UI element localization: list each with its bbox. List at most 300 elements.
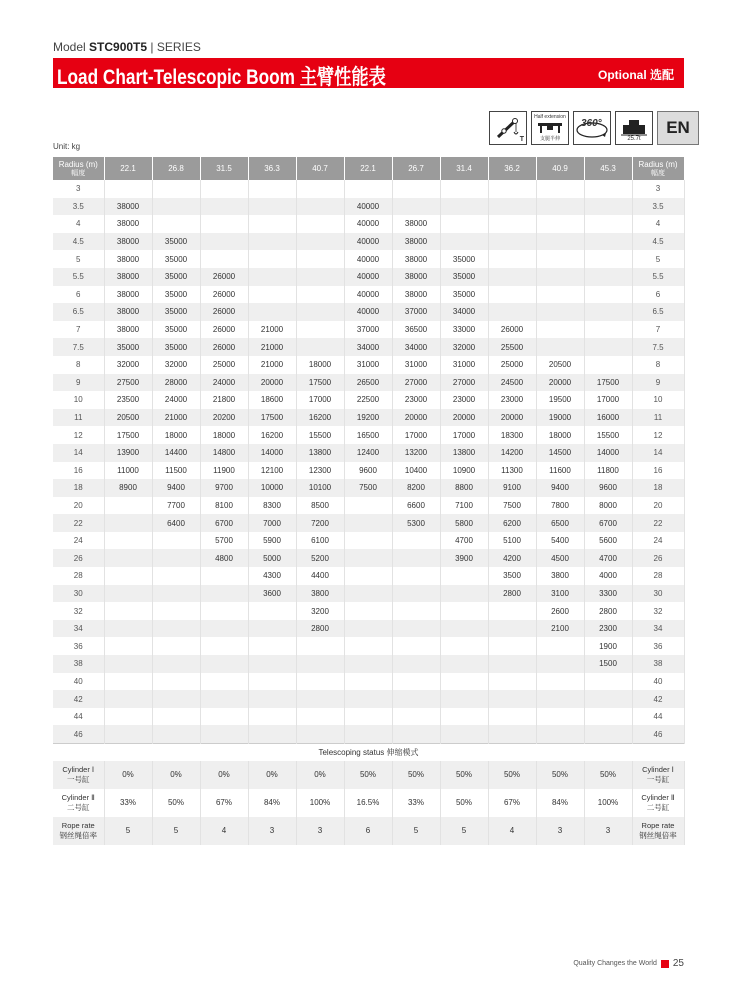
radius-cell: 11 [632, 409, 684, 427]
radius-cell: 11 [53, 409, 104, 427]
load-cell: 14200 [488, 444, 536, 462]
load-cell: 4200 [488, 549, 536, 567]
load-cell [392, 180, 440, 198]
telescoping-value: 50% [344, 761, 392, 789]
load-cell [152, 180, 200, 198]
optional-label: Optional 选配 [598, 68, 674, 82]
load-cell [488, 655, 536, 673]
load-cell [200, 602, 248, 620]
load-cell: 20000 [248, 374, 296, 392]
radius-cell: 34 [53, 620, 104, 638]
load-cell [488, 690, 536, 708]
telescoping-label [632, 761, 684, 789]
telescoping-value: 50% [584, 761, 632, 789]
load-cell: 20000 [392, 409, 440, 427]
counterweight-icon [615, 111, 653, 145]
load-cell [296, 690, 344, 708]
load-cell [200, 655, 248, 673]
load-cell [440, 708, 488, 726]
radius-cell: 12 [632, 426, 684, 444]
load-cell: 40000 [344, 198, 392, 216]
load-cell [152, 690, 200, 708]
outrigger-label: 支腿半伸 [539, 136, 560, 142]
load-cell [584, 233, 632, 251]
load-cell: 32000 [152, 356, 200, 374]
half-extension-label: Half extension [534, 114, 566, 120]
load-cell [440, 180, 488, 198]
load-cell: 11600 [536, 462, 584, 480]
radius-cell: 8 [632, 356, 684, 374]
load-cell: 2800 [584, 602, 632, 620]
load-cell [104, 620, 152, 638]
load-cell: 1900 [584, 637, 632, 655]
half-extension-outrigger-icon [531, 111, 569, 145]
load-cell: 7500 [344, 479, 392, 497]
radius-cell: 20 [53, 497, 104, 515]
load-cell: 26000 [200, 268, 248, 286]
telescoping-value: 4 [488, 817, 536, 845]
table-row [53, 338, 684, 356]
load-cell: 1500 [584, 655, 632, 673]
load-cell: 38000 [104, 198, 152, 216]
load-cell: 9700 [200, 479, 248, 497]
telescoping-value: 5 [440, 817, 488, 845]
load-cell [200, 198, 248, 216]
radius-header-zh: 幅度 [71, 169, 86, 177]
load-cell: 37000 [392, 303, 440, 321]
load-cell: 35000 [440, 250, 488, 268]
load-cell [200, 250, 248, 268]
load-cell [344, 549, 392, 567]
load-cell: 24500 [488, 374, 536, 392]
load-cell [344, 567, 392, 585]
load-cell [536, 338, 584, 356]
load-cell: 19500 [536, 391, 584, 409]
model-prefix: Model [53, 40, 90, 54]
load-cell: 3800 [536, 567, 584, 585]
load-cell: 35000 [440, 286, 488, 304]
telescoping-row [53, 789, 684, 817]
radius-cell: 4 [53, 215, 104, 233]
load-cell: 4700 [584, 549, 632, 567]
load-cell: 7800 [536, 497, 584, 515]
table-row [53, 637, 684, 655]
load-cell: 17000 [296, 391, 344, 409]
load-cell [440, 690, 488, 708]
load-cell: 40000 [344, 286, 392, 304]
load-cell: 14800 [200, 444, 248, 462]
table-row [53, 479, 684, 497]
load-cell [152, 620, 200, 638]
load-cell [584, 321, 632, 339]
load-cell: 38000 [392, 233, 440, 251]
load-cell: 17000 [584, 391, 632, 409]
load-cell [584, 303, 632, 321]
load-cell: 35000 [152, 233, 200, 251]
load-cell [392, 637, 440, 655]
telescoping-value: 3 [248, 817, 296, 845]
radius-cell: 40 [53, 673, 104, 691]
boom-length-header: 45.3 [584, 157, 632, 180]
telescoping-label-zh: 一号缸 [646, 775, 670, 784]
load-cell [104, 673, 152, 691]
load-cell [392, 602, 440, 620]
telescoping-value: 67% [488, 789, 536, 817]
table-row [53, 426, 684, 444]
load-cell: 34000 [392, 338, 440, 356]
load-cell: 9400 [536, 479, 584, 497]
radius-cell: 40 [632, 673, 684, 691]
load-cell [200, 725, 248, 743]
telescoping-value: 3 [296, 817, 344, 845]
load-cell: 20000 [488, 409, 536, 427]
load-cell: 23000 [392, 391, 440, 409]
load-cell: 18300 [488, 426, 536, 444]
telescoping-value: 50% [392, 761, 440, 789]
table-row [53, 549, 684, 567]
load-cell [104, 497, 152, 515]
load-cell: 8500 [296, 497, 344, 515]
load-cell: 27000 [392, 374, 440, 392]
load-cell: 5100 [488, 532, 536, 550]
load-cell: 20500 [536, 356, 584, 374]
radius-header-text: Radius (m) [638, 159, 678, 169]
telescoping-label-zh: 钢丝绳倍率 [59, 831, 97, 840]
load-cell: 7500 [488, 497, 536, 515]
load-cell [536, 233, 584, 251]
boom-hook-glyph [495, 116, 521, 140]
load-cell [200, 708, 248, 726]
load-cell: 40000 [344, 250, 392, 268]
load-cell [488, 725, 536, 743]
load-cell: 28000 [152, 374, 200, 392]
load-cell [200, 673, 248, 691]
language-en-badge: EN [657, 111, 699, 145]
load-cell [200, 585, 248, 603]
radius-cell: 16 [632, 462, 684, 480]
telescoping-label-en: Rope rate [641, 821, 675, 830]
telescoping-label [632, 817, 684, 845]
radius-cell: 3.5 [53, 198, 104, 216]
telescoping-value: 33% [104, 789, 152, 817]
load-cell: 2800 [488, 585, 536, 603]
table-row [53, 409, 684, 427]
radius-cell: 14 [53, 444, 104, 462]
load-cell: 21000 [248, 321, 296, 339]
load-cell: 38000 [104, 233, 152, 251]
load-cell: 12300 [296, 462, 344, 480]
boom-length-header: 40.9 [536, 157, 584, 180]
telescoping-value: 50% [440, 789, 488, 817]
telescoping-row [53, 761, 684, 789]
telescoping-value: 5 [104, 817, 152, 845]
load-cell: 20000 [536, 374, 584, 392]
radius-header-left [53, 157, 104, 180]
load-cell [344, 497, 392, 515]
table-row [53, 532, 684, 550]
load-cell: 19000 [536, 409, 584, 427]
load-cell: 14400 [152, 444, 200, 462]
load-cell [440, 215, 488, 233]
radius-cell: 18 [53, 479, 104, 497]
load-cell [392, 532, 440, 550]
load-cell: 27500 [104, 374, 152, 392]
load-cell [104, 690, 152, 708]
load-cell [296, 250, 344, 268]
telescoping-value: 0% [152, 761, 200, 789]
load-cell: 7000 [248, 514, 296, 532]
rotation-360-icon [573, 111, 611, 145]
load-cell: 22500 [344, 391, 392, 409]
load-cell: 24000 [200, 374, 248, 392]
load-cell [248, 180, 296, 198]
table-row [53, 585, 684, 603]
radius-cell: 36 [632, 637, 684, 655]
load-cell: 21000 [152, 409, 200, 427]
table-row [53, 356, 684, 374]
load-cell: 35000 [152, 338, 200, 356]
telescoping-value: 0% [200, 761, 248, 789]
load-cell: 26000 [200, 286, 248, 304]
radius-cell: 22 [53, 514, 104, 532]
load-cell: 38000 [392, 250, 440, 268]
load-cell [536, 655, 584, 673]
boom-hook-icon [489, 111, 527, 145]
load-cell: 14500 [536, 444, 584, 462]
radius-cell: 8 [53, 356, 104, 374]
load-cell: 2800 [296, 620, 344, 638]
load-cell [536, 180, 584, 198]
radius-cell: 30 [53, 585, 104, 603]
load-cell [104, 514, 152, 532]
load-cell [296, 338, 344, 356]
radius-cell: 4.5 [632, 233, 684, 251]
load-cell [152, 549, 200, 567]
load-cell [344, 690, 392, 708]
load-cell: 5800 [440, 514, 488, 532]
load-cell: 5700 [200, 532, 248, 550]
load-cell: 4300 [248, 567, 296, 585]
load-cell: 17500 [248, 409, 296, 427]
load-cell: 40000 [344, 215, 392, 233]
radius-cell: 28 [632, 567, 684, 585]
load-cell: 11300 [488, 462, 536, 480]
load-cell: 38000 [104, 321, 152, 339]
load-cell [248, 303, 296, 321]
load-cell: 25500 [488, 338, 536, 356]
load-cell [344, 585, 392, 603]
radius-cell: 7.5 [632, 338, 684, 356]
telescoping-label-zh: 钢丝绳倍率 [639, 831, 677, 840]
load-cell: 34000 [440, 303, 488, 321]
table-row [53, 303, 684, 321]
load-cell: 21000 [248, 338, 296, 356]
load-cell [584, 268, 632, 286]
load-cell [248, 655, 296, 673]
table-row [53, 233, 684, 251]
load-cell [296, 286, 344, 304]
load-cell [536, 321, 584, 339]
load-cell: 35000 [152, 321, 200, 339]
radius-cell: 5.5 [632, 268, 684, 286]
load-cell: 25000 [488, 356, 536, 374]
load-cell: 4400 [296, 567, 344, 585]
load-cell [536, 198, 584, 216]
load-cell: 8000 [584, 497, 632, 515]
boom-length-header: 26.7 [392, 157, 440, 180]
load-cell: 18600 [248, 391, 296, 409]
telescoping-label-en: Cylinder Ⅱ [641, 793, 675, 802]
load-cell [296, 637, 344, 655]
radius-cell: 44 [53, 708, 104, 726]
telescoping-row [53, 817, 684, 845]
load-cell [440, 637, 488, 655]
load-cell: 15500 [584, 426, 632, 444]
load-cell [248, 215, 296, 233]
telescoping-value: 0% [248, 761, 296, 789]
counterweight-label: 25.7t [627, 136, 641, 142]
load-cell [152, 708, 200, 726]
radius-cell: 9 [53, 374, 104, 392]
load-cell [344, 637, 392, 655]
load-cell: 11000 [104, 462, 152, 480]
load-cell: 9600 [344, 462, 392, 480]
load-cell: 20500 [104, 409, 152, 427]
load-rows [53, 180, 684, 744]
load-cell [536, 725, 584, 743]
load-cell [152, 198, 200, 216]
load-cell: 14000 [248, 444, 296, 462]
load-cell: 3900 [440, 549, 488, 567]
load-cell [584, 180, 632, 198]
load-cell [536, 303, 584, 321]
load-cell [248, 637, 296, 655]
load-cell: 26000 [200, 338, 248, 356]
load-cell: 17500 [104, 426, 152, 444]
telescoping-label-en: Cylinder Ⅰ [642, 765, 674, 774]
telescoping-status: Telescoping status 伸缩模式 [53, 744, 684, 762]
load-cell [488, 708, 536, 726]
load-cell [296, 303, 344, 321]
load-cell [536, 690, 584, 708]
load-cell: 17000 [392, 426, 440, 444]
radius-cell: 4.5 [53, 233, 104, 251]
load-cell [488, 180, 536, 198]
model-name: STC900T5 [89, 40, 148, 54]
telescoping-label-en: Cylinder Ⅱ [61, 793, 95, 802]
load-cell [536, 250, 584, 268]
load-cell: 38000 [392, 268, 440, 286]
load-cell [488, 303, 536, 321]
load-cell: 21000 [248, 356, 296, 374]
radius-cell: 5 [53, 250, 104, 268]
boom-length-header: 36.3 [248, 157, 296, 180]
load-cell: 23000 [488, 391, 536, 409]
table-row [53, 620, 684, 638]
telescoping-label-en: Rope rate [61, 821, 95, 830]
telescoping-label [53, 817, 104, 845]
radius-cell: 6 [632, 286, 684, 304]
load-cell: 38000 [392, 215, 440, 233]
load-cell [152, 637, 200, 655]
load-cell [536, 215, 584, 233]
table-row [53, 391, 684, 409]
radius-cell: 42 [53, 690, 104, 708]
radius-cell: 7.5 [53, 338, 104, 356]
load-cell: 17500 [584, 374, 632, 392]
radius-header-zh: 幅度 [651, 169, 665, 177]
load-cell: 6700 [584, 514, 632, 532]
telescoping-value: 67% [200, 789, 248, 817]
load-cell [440, 620, 488, 638]
radius-cell: 30 [632, 585, 684, 603]
load-cell [536, 286, 584, 304]
load-cell [392, 725, 440, 743]
load-cell: 7700 [152, 497, 200, 515]
load-cell: 5000 [248, 549, 296, 567]
radius-cell: 22 [632, 514, 684, 532]
load-cell [584, 690, 632, 708]
radius-cell: 46 [632, 725, 684, 743]
load-cell: 6700 [200, 514, 248, 532]
load-cell [392, 673, 440, 691]
load-cell: 19200 [344, 409, 392, 427]
table-row [53, 321, 684, 339]
load-cell [392, 620, 440, 638]
load-cell: 38000 [104, 303, 152, 321]
load-cell: 5200 [296, 549, 344, 567]
load-cell [584, 673, 632, 691]
load-cell: 2300 [584, 620, 632, 638]
load-cell: 16200 [296, 409, 344, 427]
telescoping-label-zh: 二号缸 [646, 803, 670, 812]
load-cell [584, 338, 632, 356]
load-cell [248, 673, 296, 691]
load-cell: 10100 [296, 479, 344, 497]
table-row [53, 268, 684, 286]
load-cell [296, 673, 344, 691]
load-cell [344, 602, 392, 620]
table-row [53, 497, 684, 515]
load-cell [536, 637, 584, 655]
load-cell: 3200 [296, 602, 344, 620]
load-cell: 8100 [200, 497, 248, 515]
load-cell [200, 690, 248, 708]
table-row [53, 250, 684, 268]
outrigger-glyph [536, 121, 564, 135]
load-cell: 40000 [344, 303, 392, 321]
load-cell [104, 708, 152, 726]
radius-cell: 12 [53, 426, 104, 444]
radius-cell: 3.5 [632, 198, 684, 216]
load-cell: 38000 [104, 286, 152, 304]
load-cell: 5900 [248, 532, 296, 550]
telescoping-label-en: Cylinder Ⅰ [62, 765, 95, 774]
radius-cell: 10 [632, 391, 684, 409]
load-cell [488, 215, 536, 233]
load-cell: 32000 [440, 338, 488, 356]
radius-cell: 42 [632, 690, 684, 708]
load-cell [104, 585, 152, 603]
load-cell [584, 215, 632, 233]
load-cell: 4000 [584, 567, 632, 585]
telescoping-value: 50% [488, 761, 536, 789]
load-cell [248, 250, 296, 268]
telescoping-value: 84% [536, 789, 584, 817]
model-line [53, 40, 201, 54]
load-cell: 11900 [200, 462, 248, 480]
load-cell: 38000 [104, 250, 152, 268]
